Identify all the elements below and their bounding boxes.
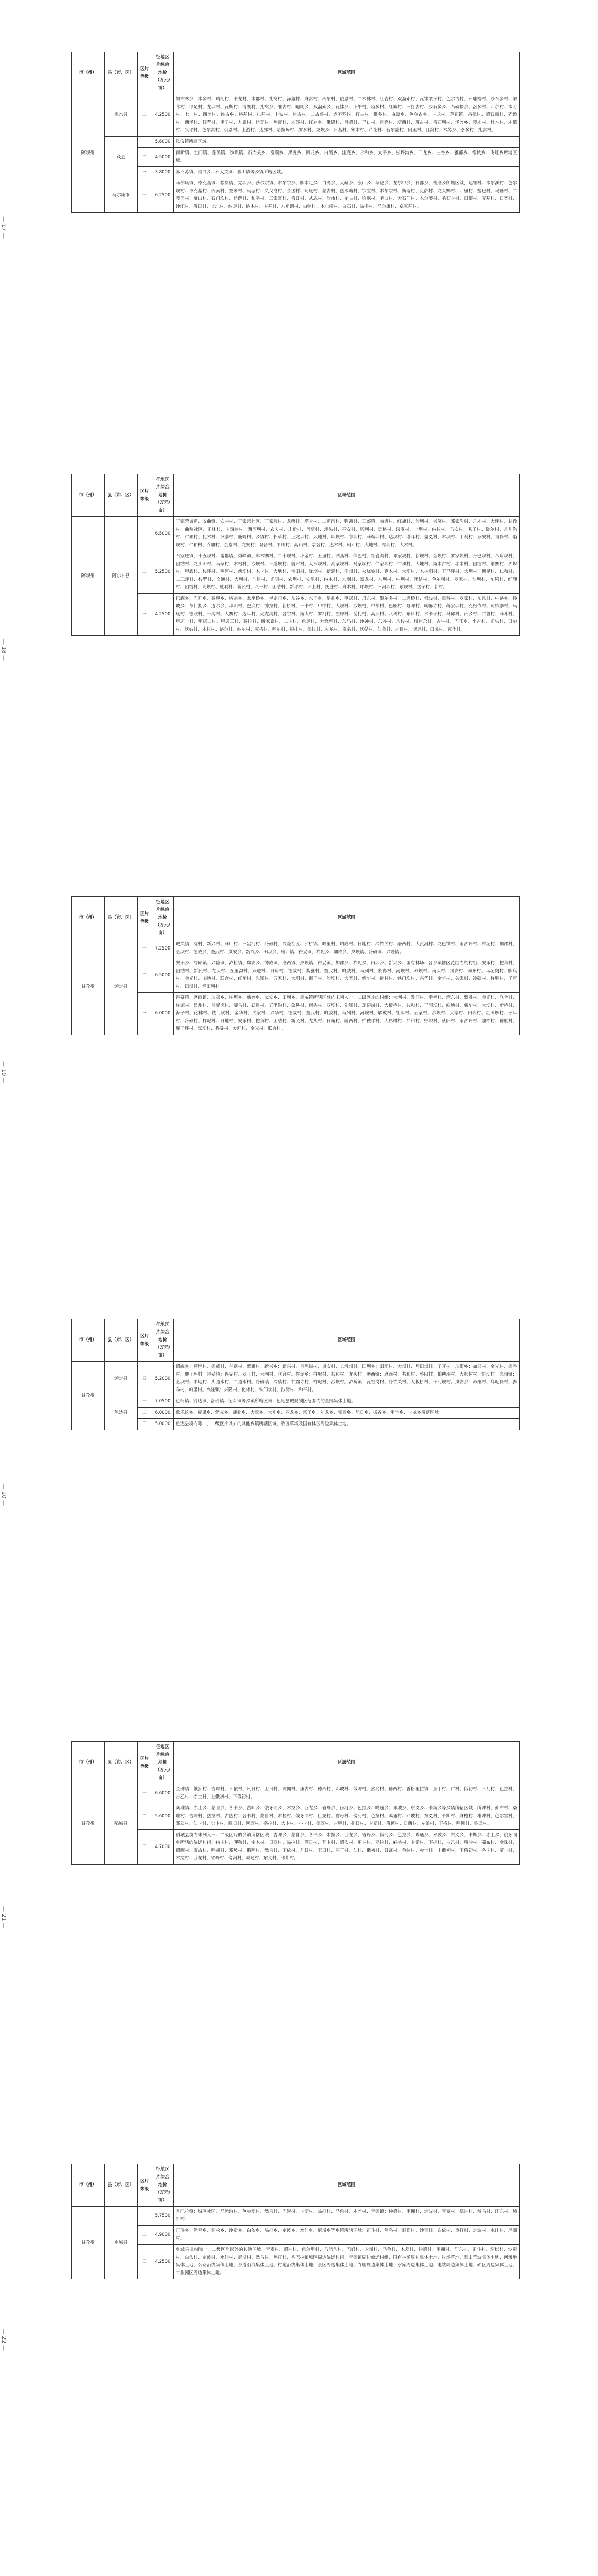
header-county: 县（市、区） (105, 897, 138, 939)
scope-cell: 石家庄镇、十五坝村、雷都镇、秀峰镇、车木寨村、二十坝村、小金村、五里村、洒基村、伸巴村、红岩沟村、邓家坡村、新坝村、金坝村、罗家坝村、丹巴坝村、八角坝村、团结村、龙头山村、马草村、木格村、沙坝村、三道坝村、前坪村、大水坝村、高家坝村、马家坝村、仁家坝村、仁和村、大地村、斯木古村、赤木村、团结村、塔寨村、洒坝村、甲底村、梭坪村、两河村、新坝村、木卡村、大地村、宝田村、陇坝村、新建村、佳坝村、火烧坡村、克木村、大坝村、木林坝村、下马坪村、大坝村、斯足村、仁和村、二三坪村、梭罗村、交通村、大坝村、前进村、光明村、农坝村、安乐村、纳木村、木坝村、黑龙村、木坝村、中坝村、团结村、色尔坝村、罗家村、沙坝村、东风村、红旗村、团结村、高坝村、胜利村、新民村、八一村、团结村、新坪村、坪上村、跃进村、麻木村、坪坝村、三河坝村、东坝村、堡子村、新村。 (174, 551, 520, 594)
header-scope: 区域范围 (174, 2164, 520, 2207)
price-cell: 5.2500 (152, 551, 174, 594)
header-price: 征地区片综合地价（万元/亩） (152, 2164, 174, 2207)
price-cell: 4.2500 (152, 2245, 174, 2279)
table-row (72, 594, 520, 636)
city-cell: 阿坝州 (72, 94, 105, 213)
grade-cell: 二 (138, 94, 152, 137)
header-grade: 区片等级 (138, 2164, 152, 2207)
header-city: 市（州） (72, 897, 105, 939)
scope-cell: 得妥镇、磨西镇、加郡乡、杵坭乡、新兴乡、岚安乡、田坝乡、德威镇所辖区域内未列入一、二级区片的村组：大坝村、发旺村、幸福村、湾东村、紫雅村、金光村、联合村、杵坭村、昂州村、乌坭岗村、脚乌村、跃进村、五里沟村、象鼻村、南头村、双坝村、先锋村、瓦窑岗村、大板桥村、共和村、干河坝村、咱地村、新华村、大坝村、新桥村、海子村、化林村、铁门坎村、金华村、关家村、兴华村、德威村、奎武村、咱威村、马列村、河坝村、解放村、红军村、五家村、沙坝村、大寨村、田坝村、烂田坝村、子耳村、冷碛村、杵坭村、日地村、安乐村、挖角村、团结村、新民村、龙头村、日角村、磨西村、柏秧坪村、大杉树村、共和村、野坝村、蔡阳村、雨洒坪村、加郡村、德胜村、麂子坪村、烹坝村、得妥村、发旺村、金光村、联合村。 (174, 993, 520, 1035)
grade-cell: 二 (138, 1803, 152, 1830)
grade-cell: 三 (138, 1830, 152, 1865)
scope-cell: 巴底乡、巴旺乡、聂呷乡、格宗乡、太平桥乡、半扇门乡、东谷乡、水子乡、岳扎乡、甲居村、丹东村、墨尔多村、二道桥村、索坡村、章谷村、罗家村、东风村、中路乡、梭坡乡、革什扎乡、边尔乡、邛山村、巴底村、德拉村、新桥村、三卡村、甲中村、大坝村、沙坝村、中尔村、巴旺村、聂呷村、喇嘛寺村、蒋家坝村、克格依村、阿娘寨村、马底村、德欧村、干沟村、大寨村、边耳村、火龙沟村、各宗村、斯太村、罗柯村、庄房村、岳扎村、高顶村、八科村、布科村、水卡子村、马邱村、西乡村、古鲁村、马斗村、甲居一村、甲居二村、甲居三村、聂拉村、四家寨村、二卡村、色足村、大桑坪村、东马村、沙冲村、东谷村、八梭村、斯达尕村、吉牛村、巴旺乡、小吉村、光头村、日尔村、妖姑村、木拉村、洛尔村、纳尔村、克格村、呷尔村、根扎村、德拉村、火龙村、格宗村、妖姑村、仁鲁村、吉目村、斯足村、日戈村、克什村。 (174, 594, 520, 636)
county-cell: 乡城县 (105, 2207, 138, 2279)
header-city: 市（州） (72, 1742, 105, 1784)
land-price-table (71, 896, 520, 1035)
grade-cell: 一 (138, 137, 152, 148)
grade-cell: 二 (138, 2226, 152, 2245)
table-row (72, 137, 520, 148)
document-page (0, 845, 598, 1267)
grade-cell: 三 (138, 993, 152, 1035)
document-page (0, 1267, 598, 1690)
grade-cell: 三 (138, 1419, 152, 1430)
price-cell: 4.2500 (152, 594, 174, 636)
header-scope: 区域范围 (174, 1742, 520, 1784)
table-row (72, 517, 520, 551)
land-price-table (71, 474, 520, 636)
scope-cell: 德威乡：顺坪村、德威村、奎武村、紫雅村。新兴乡：新兴村、乌坭岗村、岚安村、长河坝村。田坝乡：田坝村、大坝村、烂田坝村、子耳村。加郡乡：加郡村、金光村、德胜村、麂子坪村。得妥镇：得妥村、发旺村、大坝村、联合村。杵坭乡：杵坭村、共和村、龙头村。磨西镇：磨西村、共和村、蔡阳村、柏秧坪村、大杉树村、野坝村。烹坝镇：烹坝村、咱地村、头道水村、二道水村。冷碛镇：冷碛村、甘露寺村、杵坭村、沙坝村。泸桥镇：瓦窑岗村、冷竹关村、大板桥村、干河坝村。岚安乡：昂州村、乌坭岗村、脚乌村、咱里村。兴隆镇：兴隆村、化林村、铁门坎村、沙湾村、和平村。 (174, 1362, 520, 1396)
city-cell: 阿坝州 (72, 517, 105, 636)
header-scope: 区域范围 (174, 897, 520, 939)
price-cell: 4.9000 (152, 2226, 174, 2245)
price-cell: 5.7500 (152, 2207, 174, 2226)
table-row (72, 2226, 520, 2245)
header-city: 市（州） (72, 52, 105, 94)
table-row (72, 1419, 520, 1430)
city-cell: 甘孜州 (72, 1362, 105, 1430)
grade-cell: 四 (138, 1362, 152, 1396)
header-county: 县（市、区） (105, 1742, 138, 1784)
scope-cell: 香巴拉镇：城区社区、马熊沟村、色尔坝村、然乌村、巴姆村、卡斯村、热打村、马色村、木差村、青德镇：仲德村、甲拥村、定波村、青麦村、德冲村、然乌村、汪东村、热打村。 (174, 2207, 520, 2226)
scope-cell: 乡城县境内除一、二级区片以外的其他区域：青麦村、德冲村、色尔坝村、马熊沟村、巴姆村、卡斯村、马色村、木差村、仲德村、甲拥村、汪东村、正斗村、洞松村、沙贡村、白依村、定波村、水洼村、尼斯村、然乌村、热打村、香巴拉镇城区周边偏远村组、青德镇周边偏远村组、国有林场周边集体土地、牧场草地、荒山荒坡集体土地、河滩地集体土地、公路沿线集体土地、乡道沿线集体土地、村道沿线集体土地、景区周边集体土地、寺庙周边集体土地、水库周边集体土地、电站周边集体土地、矿区周边集体土地、工业园区周边集体土地。 (174, 2245, 520, 2279)
document-page (0, 2535, 598, 2576)
price-cell: 7.0500 (152, 1396, 174, 1408)
page-number: — 22 — (1, 2329, 7, 2351)
price-cell: 6.5000 (152, 958, 174, 993)
table-row (72, 1784, 520, 1803)
price-cell: 4.5000 (152, 148, 174, 167)
price-cell: 7.2500 (152, 939, 174, 958)
county-cell: 阿尔甘县 (105, 517, 138, 636)
city-cell: 甘孜州 (72, 2207, 105, 2279)
scope-cell: 南新镇、土门镇、叠溪镇、沙坝镇、石大关乡、富顺乡、黑虎乡、回龙乡、白溪乡、洼底乡、永和乡、太平乡、松坪沟乡、三龙乡、曲谷乡、雅都乡、维城乡、飞虹乡所辖区域。 (174, 148, 520, 167)
county-cell: 稻城县 (105, 1784, 138, 1865)
scope-cell: 色柯镇、翁达镇、洛若镇、泥朵镇等乡镇所辖区域，色达县城规划区范围内的全部集体土地。 (174, 1396, 520, 1408)
price-cell: 6.0000 (152, 993, 174, 1035)
scope-cell: 知木林乡：木多村、晴朗村、卡龙村、木都村、扎窝村、泽盖村、麻窝村、西尔村、俄恩村、二木林村、红岩村、双溜索村、瓦钵梁子村、色尔古村、石雕楼村、沙石多村、羊茸村、甲足村、龙坝村、瓦斯村、清朗村、扎窝乡、维古村、晴朗乡、双溜索乡、瓦钵乡、下午村、塔多村、红旗村、三打古村、沙石多乡、石碉楼乡、洛多村、西尔村、木苏村、七一村、四美村、维古乡、格基村、扎基村、卜安村、达古村、二古鲁村、赤不苏村、打古村、维多村、麻窝乡、色尔古乡、卡龙村、芦花镇、昌德村、德石窝村、齐鲁村、西泽村、红苕村、甲子村、九寨村、达瓦村、热窝村、木苏村、红岩乡、俄恩村、昌德村、马口村、月亮村、塔西村、班古村、俄石坝村、泽盖乡、嘎木村、杜木村、木都村、兴坪村、色尔窝村、俄恩村、上游村、达那村、哈拉玛村、罗多村、龙坝乡、日基村、额木村、芦花村、若尔盖村、阿里村、且窝村、木苏乡、洛多村、扎窝村。 (174, 94, 520, 137)
scope-cell: 丁家营街道、安曲镇、安曲村、丁家营社区、丁家营村、龙嘎村、塔卡村、二道河村、鹦鹉村、三郎镇、前进村、红旗村、沙坝村、兴隆村、邓家沟村、丹木村、大坪村、甘孜村、曲哈社区、正林村、卡西达村、西河坝村、农夫村、庄新村、丹塘村、坪头村、平安村、塔坝村、贡格村、汉麦村、上坝村、纳拉村、马安村、秀子村、陇尔村、月儿沟村、仁和村、扎木村、汉寨村、鹿鸣村、乡镇村、长草村、上龙坝村、大地村、坝坝村、鲁坝村、马勒坝村、达坝村、塔耳村、盖义村、木坝村、甲马村、万安村、青岗村、塔坝村、仁和村、乔加村、金堂村、龙安村、观音村、平川村、高山村、宗各村、达木村、阿斗村、大地村、松坝村、大木村。 (174, 517, 520, 551)
page-number: — 21 — (1, 1906, 7, 1928)
grade-cell: 一 (138, 1784, 152, 1803)
page-number: — 20 — (1, 1484, 7, 1506)
price-cell: 6.0000 (152, 1408, 174, 1419)
table-row (72, 1803, 520, 1830)
header-scope: 区域范围 (174, 1319, 520, 1362)
table-row (72, 551, 520, 594)
county-cell: 黑水县 (105, 94, 138, 137)
header-price: 征地区片综合地价（万元/亩） (152, 897, 174, 939)
table-row (72, 178, 520, 213)
grade-cell: 一 (138, 2207, 152, 2226)
grade-cell: 二 (138, 958, 152, 993)
county-cell: 泸定县 (105, 939, 138, 1035)
price-cell: 4.7000 (152, 1830, 174, 1865)
city-cell: 甘孜州 (72, 939, 105, 1035)
price-cell: 6.6000 (152, 1784, 174, 1803)
header-city: 市（州） (72, 1319, 105, 1362)
land-price-table (71, 2164, 520, 2279)
table-row (72, 1830, 520, 1865)
price-cell: 5.6000 (152, 137, 174, 148)
header-price: 征地区片综合地价（万元/亩） (152, 1742, 174, 1784)
page-number: — 19 — (1, 1061, 7, 1083)
price-cell: 6.5000 (152, 517, 174, 551)
page-number: — 17 — (1, 216, 7, 239)
price-cell: 5.2000 (152, 1362, 174, 1396)
header-price: 征地区片综合地价（万元/亩） (152, 474, 174, 517)
header-price: 征地区片综合地价（万元/亩） (152, 1319, 174, 1362)
document-page (0, 2112, 598, 2535)
grade-cell: 一 (138, 178, 152, 213)
land-price-table (71, 1319, 520, 1430)
header-city: 市（州） (72, 2164, 105, 2207)
header-grade: 区片等级 (138, 474, 152, 517)
document-page (0, 422, 598, 845)
document-page (0, 1690, 598, 2112)
table-row (72, 2245, 520, 2279)
county-cell: 色达县 (105, 1396, 138, 1430)
scope-cell: 正斗乡、然乌乡、洞松乡、沙贡乡、白依乡、热打乡、定波乡、水洼乡、尼斯乡等乡镇所辖区域：正斗村、然乌村、洞松村、沙贡村、白依村、热打村、定波村、水洼村、尼斯村。 (174, 2226, 520, 2245)
scope-cell: 金珠镇：俄顶村、吉呷村、下依村、凡日村、卫日村、呷拥村、康古村、德西村、邓坡村、俄呷村、然乌村、德西村、香格里拉镇：亚丁村、仁村、俄初村、日瓦村、色拉村、吉乙村、赤土村、上俄初村、下俄初村。 (174, 1784, 520, 1803)
county-cell: 茂县 (105, 137, 138, 178)
price-cell: 4.2500 (152, 94, 174, 137)
header-county: 县（市、区） (105, 52, 138, 94)
grade-cell: 二 (138, 148, 152, 167)
table-row (72, 958, 520, 993)
land-price-table (71, 1741, 520, 1865)
page-number: — 18 — (1, 639, 7, 661)
price-cell: 5.0000 (152, 1419, 174, 1430)
table-row (72, 94, 520, 137)
header-grade: 区片等级 (138, 1742, 152, 1784)
scope-cell: 安乐乡、冷碛镇、兴隆镇、泸桥镇、岚安乡、德威镇、磨西镇、烹坝镇、得妥镇、加郡乡、杵坭乡、田坝乡、新兴乡、国有林场、各乡镇辖区范围内的村组、安乐村、挖角村、团结村、新民村、龙头村、五里沟村、跃进村、日角村、德威村、紫雅村、奎武村、咱威村、马列村、象鼻村、河坝村、双坝村、南头村、岚安村、昂州村、乌坭岗村、脚乌村、金光村、咱地村、联合村、红军村、先锋村、五家村、大坝村、海子村、沙坝村、大寨村、新华村、化林村、铁门坎村、兴华村、金华村、关家村、冷碛村、杵坭村、子耳村、田坝村、烂田坝村。 (174, 958, 520, 993)
table-row (72, 167, 520, 178)
scope-cell: 稻城县境内未列入一、二级区片的乡镇所辖区域：吉呷乡、蒙自乡、各卡乡、木拉乡、巨龙乡、省母乡、傍河乡、色拉乡、噶通乡、邓坡乡、东义乡、卡斯乡、赤土乡、俄牙同乡所辖的偏远村组：纳卡村、呷勒村、宗木村、日西村、热拉村、额日村、瓦卡村、德依村、更卡村、亚拉村、麻格村、卡诺村、下拥村、吉乙村、所冲村、茹布村、金珠村、德西村、康古村、呷拥村、邓坡村、俄呷村、然乌村、下依村、凡日村、卫日村、亚丁村、仁村、俄初村、日瓦村、色拉村、赤土村、上俄初村、下俄初村、各卡村、蒙自村、木拉村、巨龙村、省母村、傍河村、噶通村、东义村、卡斯村。 (174, 1830, 520, 1865)
grade-cell: 三 (138, 2245, 152, 2279)
header-city: 市（州） (72, 474, 105, 517)
price-cell: 3.8000 (152, 167, 174, 178)
table-row (72, 148, 520, 167)
header-price: 征地区片综合地价（万元/亩） (152, 52, 174, 94)
price-cell: 5.6000 (152, 1803, 174, 1830)
scope-cell: 歌乐沱乡、克果乡、然充乡、康勒乡、大章乡、大则乡、亚龙乡、塔子乡、年龙乡、霍西乡、旭日乡、杨各乡、甲学乡、卡龙乡所辖区域。 (174, 1408, 520, 1419)
grade-cell: 三 (138, 167, 152, 178)
land-price-table (71, 52, 520, 213)
county-cell: 泸定县 (105, 1362, 138, 1396)
grade-cell: 一 (138, 1396, 152, 1408)
scope-cell: 城关镇：沈村、新兴村、马厂村、三岔河村、冷碛村、兴隆社区、泸桥镇、咱里村、咱威村、日地村、冷竹关村、磨西村、大渡河村、龙巴铺村、雨洒坪村、杵坭村、加郡村、烹坝村、德威乡、奎武村、岚安乡、新兴乡、田坝乡、磨西镇、得妥镇、杵坭乡、加郡乡、烹坝镇、冷碛镇、兴隆镇。 (174, 939, 520, 958)
grade-cell: 三 (138, 594, 152, 636)
header-grade: 区片等级 (138, 897, 152, 939)
header-county: 县（市、区） (105, 474, 138, 517)
header-grade: 区片等级 (138, 52, 152, 94)
price-cell: 6.2500 (152, 178, 174, 213)
table-row (72, 1362, 520, 1396)
grade-cell: 一 (138, 939, 152, 958)
header-grade: 区片等级 (138, 1319, 152, 1362)
grade-cell: 一 (138, 517, 152, 551)
table-row (72, 939, 520, 958)
grade-cell: 二 (138, 1408, 152, 1419)
scope-cell: 色达县境内除一、二级区片以外的其他乡镇所辖区域，牧区草场及国有林区周边集体土地。 (174, 1419, 520, 1430)
scope-cell: 赤不苏镇、沟口乡、石大关镇、穆山镇等乡镇所辖区域。 (174, 167, 520, 178)
header-scope: 区域范围 (174, 52, 520, 94)
city-cell: 甘孜州 (72, 1784, 105, 1865)
scope-cell: 马尔康镇、卓克基镇、松岗镇、党坝乡、沙尔宗镇、木尔宗乡、脚木足乡、白湾乡、大藏乡、康山乡、草登乡、龙尔甲乡、日部乡、梭磨乡所辖区域，达维村、木尔溪村、色尔坝村、卓克基村、西索村、查米村、马塘村、英戈洛村、茶堡村、阿底村、蒙古村、热水塘村、宗宝村、木尔宗村、斯落村、克萨村、龙头寨村、西里村、盐巴村、马塘村、二嘎里村、壤口村、石门坎村、达萨村、和平村、三家寨村、俄日村、从恩村、沙市村、龙古村、哈飘村、毛口村、大石门村、木尔溪村、毛石卡村、日都村、克基村、日寨村、沙江村、俄日村、查北村、纳足村、纳木村、卡基村、八角碉村、白赊村、木尔溪村、白石村、热多村、马尔康村、卓克基村。 (174, 178, 520, 213)
table-row (72, 2207, 520, 2226)
scope-cell: 桑堆镇、赤土乡、蒙自乡、各卡乡、吉呷乡、俄牙同乡、木拉乡、巨龙乡、省母乡、傍河乡、色拉乡、噶通乡、邓坡乡、东义乡、卡斯乡等乡镇所辖区域：所冲村、茹布村、桑堆村、吉呷村、热拉村、古热村、各卡村、蒙自村、木拉村、俄牙同村、巨龙村、省母村、傍河村、色拉村、噶通村、邓坡村、东义村、卡斯村、麻格村、雄冲村、色尔宫村、邓公村、仁卡村、觉卡村、晓日村、阿西村、格拉村、大卡村、小卡村、德西村、吉呷村、扎日村、卡麦村、俄顶村、日西村、左娘村、下格村、呷拥村、鲁母村。 (174, 1803, 520, 1830)
header-county: 县（市、区） (105, 2164, 138, 2207)
header-scope: 区域范围 (174, 474, 520, 517)
scope-cell: 凤仪镇所辖区域。 (174, 137, 520, 148)
header-county: 县（市、区） (105, 1319, 138, 1362)
county-cell: 马尔康市 (105, 178, 138, 213)
grade-cell: 二 (138, 551, 152, 594)
table-row (72, 993, 520, 1035)
table-row (72, 1396, 520, 1408)
table-row (72, 1408, 520, 1419)
document-page (0, 0, 598, 422)
